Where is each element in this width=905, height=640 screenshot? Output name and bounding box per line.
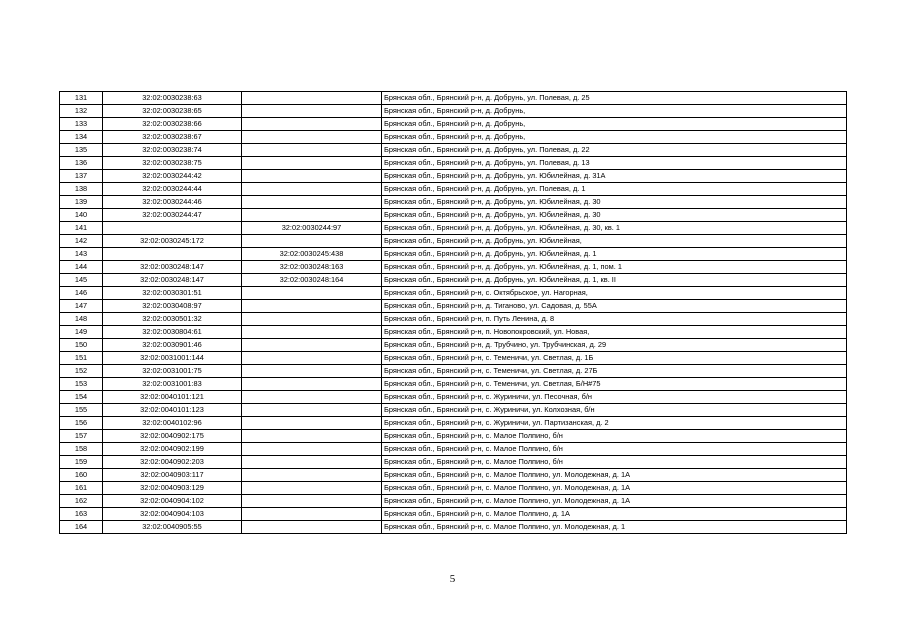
cadastral-number-cell <box>103 248 242 261</box>
row-number-cell: 133 <box>60 118 103 131</box>
address-cell: Брянская обл., Брянский р-н, с. Теменичи, ул. Светлая, д. 1Б <box>382 352 847 365</box>
object-number-cell <box>242 105 382 118</box>
table-row <box>60 183 847 196</box>
address-cell: Брянская обл., Брянский р-н, д. Добрунь, ул. Юбилейная, д. 1, пом. 1 <box>382 261 847 274</box>
table-row <box>60 469 847 482</box>
address-cell: Брянская обл., Брянский р-н, д. Трубчино, ул. Трубчинская, д. 29 <box>382 339 847 352</box>
row-number-cell: 134 <box>60 131 103 144</box>
table-row <box>60 495 847 508</box>
row-number-cell: 131 <box>60 92 103 105</box>
address-cell: Брянская обл., Брянский р-н, с. Теменичи, ул. Светлая, д. 27Б <box>382 365 847 378</box>
cadastral-number-cell: 32:02:0030501:32 <box>103 313 242 326</box>
cadastral-number-cell: 32:02:0040905:55 <box>103 521 242 534</box>
object-number-cell <box>242 365 382 378</box>
object-number-cell <box>242 391 382 404</box>
address-cell: Брянская обл., Брянский р-н, д. Добрунь, ул. Юбилейная, <box>382 235 847 248</box>
cadastral-number-cell: 32:02:0040902:175 <box>103 430 242 443</box>
cadastral-number-cell: 32:02:0030248:147 <box>103 261 242 274</box>
cadastral-number-cell: 32:02:0030244:44 <box>103 183 242 196</box>
row-number-cell: 162 <box>60 495 103 508</box>
cadastral-number-cell: 32:02:0030238:74 <box>103 144 242 157</box>
cadastral-number-cell: 32:02:0040904:102 <box>103 495 242 508</box>
address-cell: Брянская обл., Брянский р-н, д. Добрунь, ул. Юбилейная, д. 31А <box>382 170 847 183</box>
cadastral-number-cell: 32:02:0030244:46 <box>103 196 242 209</box>
table-row <box>60 118 847 131</box>
object-number-cell <box>242 131 382 144</box>
table-row <box>60 456 847 469</box>
row-number-cell: 164 <box>60 521 103 534</box>
address-cell: Брянская обл., Брянский р-н, п. Новопокровский, ул. Новая, <box>382 326 847 339</box>
object-number-cell <box>242 209 382 222</box>
object-number-cell <box>242 456 382 469</box>
cadastral-number-cell: 32:02:0030238:65 <box>103 105 242 118</box>
object-number-cell <box>242 144 382 157</box>
address-cell: Брянская обл., Брянский р-н, с. Октябрьское, ул. Нагорная, <box>382 287 847 300</box>
row-number-cell: 137 <box>60 170 103 183</box>
address-cell: Брянская обл., Брянский р-н, д. Добрунь, <box>382 131 847 144</box>
object-number-cell <box>242 196 382 209</box>
row-number-cell: 145 <box>60 274 103 287</box>
cadastral-number-cell: 32:02:0040904:103 <box>103 508 242 521</box>
table-row <box>60 521 847 534</box>
cadastral-number-cell: 32:02:0040903:129 <box>103 482 242 495</box>
address-cell: Брянская обл., Брянский р-н, п. Путь Ленина, д. 8 <box>382 313 847 326</box>
object-number-cell <box>242 339 382 352</box>
object-number-cell <box>242 157 382 170</box>
table-row <box>60 274 847 287</box>
row-number-cell: 141 <box>60 222 103 235</box>
cadastral-number-cell: 32:02:0040902:203 <box>103 456 242 469</box>
land-plot-table <box>59 91 847 534</box>
object-number-cell <box>242 508 382 521</box>
address-cell: Брянская обл., Брянский р-н, с. Журиничи, ул. Партизанская, д. 2 <box>382 417 847 430</box>
address-cell: Брянская обл., Брянский р-н, с. Малое Полпино, б/н <box>382 456 847 469</box>
object-number-cell <box>242 300 382 313</box>
address-cell: Брянская обл., Брянский р-н, д. Добрунь, ул. Полевая, д. 25 <box>382 92 847 105</box>
table-row <box>60 313 847 326</box>
row-number-cell: 143 <box>60 248 103 261</box>
table-row <box>60 378 847 391</box>
cadastral-number-cell: 32:02:0030248:147 <box>103 274 242 287</box>
row-number-cell: 142 <box>60 235 103 248</box>
cadastral-number-cell: 32:02:0030238:75 <box>103 157 242 170</box>
address-cell: Брянская обл., Брянский р-н, д. Тиганово, ул. Садовая, д. 55А <box>382 300 847 313</box>
cadastral-number-cell: 32:02:0040102:96 <box>103 417 242 430</box>
page-number: 5 <box>449 573 456 585</box>
row-number-cell: 148 <box>60 313 103 326</box>
row-number-cell: 135 <box>60 144 103 157</box>
table-row <box>60 339 847 352</box>
row-number-cell: 146 <box>60 287 103 300</box>
row-number-cell: 153 <box>60 378 103 391</box>
object-number-cell <box>242 469 382 482</box>
row-number-cell: 158 <box>60 443 103 456</box>
table-row <box>60 196 847 209</box>
address-cell: Брянская обл., Брянский р-н, с. Малое Полпино, д. 1А <box>382 508 847 521</box>
table-row <box>60 209 847 222</box>
table-row <box>60 508 847 521</box>
address-cell: Брянская обл., Брянский р-н, д. Добрунь, ул. Юбилейная, д. 30, кв. 1 <box>382 222 847 235</box>
row-number-cell: 156 <box>60 417 103 430</box>
cadastral-number-cell: 32:02:0040101:123 <box>103 404 242 417</box>
address-cell: Брянская обл., Брянский р-н, с. Теменичи, ул. Светлая, Б/Н#75 <box>382 378 847 391</box>
table-row <box>60 235 847 248</box>
table-row <box>60 417 847 430</box>
table-row <box>60 300 847 313</box>
cadastral-number-cell: 32:02:0031001:144 <box>103 352 242 365</box>
object-number-cell <box>242 443 382 456</box>
row-number-cell: 144 <box>60 261 103 274</box>
address-cell: Брянская обл., Брянский р-н, с. Журиничи, ул. Колхозная, б/н <box>382 404 847 417</box>
object-number-cell <box>242 118 382 131</box>
cadastral-number-cell: 32:02:0040902:199 <box>103 443 242 456</box>
row-number-cell: 155 <box>60 404 103 417</box>
cadastral-number-cell: 32:02:0030244:47 <box>103 209 242 222</box>
address-cell: Брянская обл., Брянский р-н, с. Малое Полпино, ул. Молодежная, д. 1А <box>382 469 847 482</box>
object-number-cell <box>242 378 382 391</box>
table-body <box>60 92 847 534</box>
row-number-cell: 132 <box>60 105 103 118</box>
address-cell: Брянская обл., Брянский р-н, д. Добрунь, ул. Полевая, д. 13 <box>382 157 847 170</box>
row-number-cell: 163 <box>60 508 103 521</box>
table-row <box>60 391 847 404</box>
table-row <box>60 222 847 235</box>
object-number-cell <box>242 482 382 495</box>
object-number-cell <box>242 521 382 534</box>
row-number-cell: 157 <box>60 430 103 443</box>
object-number-cell: 32:02:0030245:438 <box>242 248 382 261</box>
address-cell: Брянская обл., Брянский р-н, д. Добрунь, ул. Юбилейная, д. 30 <box>382 196 847 209</box>
address-cell: Брянская обл., Брянский р-н, с. Малое Полпино, ул. Молодежная, д. 1А <box>382 482 847 495</box>
object-number-cell: 32:02:0030244:97 <box>242 222 382 235</box>
address-cell: Брянская обл., Брянский р-н, д. Добрунь, ул. Юбилейная, д. 30 <box>382 209 847 222</box>
cadastral-number-cell: 32:02:0030804:61 <box>103 326 242 339</box>
table-row <box>60 144 847 157</box>
table-row <box>60 443 847 456</box>
object-number-cell: 32:02:0030248:164 <box>242 274 382 287</box>
table-row <box>60 404 847 417</box>
address-cell: Брянская обл., Брянский р-н, с. Малое Полпино, б/н <box>382 443 847 456</box>
cadastral-number-cell: 32:02:0031001:75 <box>103 365 242 378</box>
cadastral-number-cell: 32:02:0031001:83 <box>103 378 242 391</box>
cadastral-number-cell: 32:02:0030245:172 <box>103 235 242 248</box>
table-row <box>60 287 847 300</box>
table-row <box>60 248 847 261</box>
cadastral-number-cell: 32:02:0030244:42 <box>103 170 242 183</box>
cadastral-number-cell: 32:02:0040101:121 <box>103 391 242 404</box>
object-number-cell <box>242 430 382 443</box>
row-number-cell: 160 <box>60 469 103 482</box>
row-number-cell: 136 <box>60 157 103 170</box>
object-number-cell <box>242 495 382 508</box>
row-number-cell: 147 <box>60 300 103 313</box>
row-number-cell: 159 <box>60 456 103 469</box>
address-cell: Брянская обл., Брянский р-н, д. Добрунь, <box>382 118 847 131</box>
row-number-cell: 149 <box>60 326 103 339</box>
object-number-cell <box>242 235 382 248</box>
object-number-cell <box>242 92 382 105</box>
object-number-cell <box>242 313 382 326</box>
object-number-cell <box>242 326 382 339</box>
object-number-cell <box>242 404 382 417</box>
cadastral-number-cell: 32:02:0030238:66 <box>103 118 242 131</box>
row-number-cell: 152 <box>60 365 103 378</box>
row-number-cell: 150 <box>60 339 103 352</box>
address-cell: Брянская обл., Брянский р-н, с. Малое Полпино, ул. Молодежная, д. 1А <box>382 495 847 508</box>
address-cell: Брянская обл., Брянский р-н, д. Добрунь, ул. Юбилейная, д. 1 <box>382 248 847 261</box>
object-number-cell <box>242 287 382 300</box>
row-number-cell: 154 <box>60 391 103 404</box>
row-number-cell: 140 <box>60 209 103 222</box>
table-row <box>60 170 847 183</box>
address-cell: Брянская обл., Брянский р-н, с. Малое Полпино, ул. Молодежная, д. 1 <box>382 521 847 534</box>
table-row <box>60 430 847 443</box>
object-number-cell: 32:02:0030248:163 <box>242 261 382 274</box>
table-row <box>60 365 847 378</box>
object-number-cell <box>242 417 382 430</box>
table-row <box>60 261 847 274</box>
cadastral-number-cell: 32:02:0030301:51 <box>103 287 242 300</box>
row-number-cell: 138 <box>60 183 103 196</box>
cadastral-number-cell: 32:02:0030408:97 <box>103 300 242 313</box>
address-cell: Брянская обл., Брянский р-н, с. Малое Полпино, б/н <box>382 430 847 443</box>
object-number-cell <box>242 352 382 365</box>
table-row <box>60 105 847 118</box>
cadastral-number-cell: 32:02:0030238:67 <box>103 131 242 144</box>
row-number-cell: 151 <box>60 352 103 365</box>
table-row <box>60 326 847 339</box>
address-cell: Брянская обл., Брянский р-н, д. Добрунь, ул. Юбилейная, д. 1, кв. II <box>382 274 847 287</box>
address-cell: Брянская обл., Брянский р-н, д. Добрунь, ул. Полевая, д. 1 <box>382 183 847 196</box>
address-cell: Брянская обл., Брянский р-н, д. Добрунь, <box>382 105 847 118</box>
object-number-cell <box>242 183 382 196</box>
row-number-cell: 139 <box>60 196 103 209</box>
cadastral-number-cell: 32:02:0030901:46 <box>103 339 242 352</box>
address-cell: Брянская обл., Брянский р-н, с. Журиничи, ул. Песочная, б/н <box>382 391 847 404</box>
cadastral-number-cell: 32:02:0030238:63 <box>103 92 242 105</box>
object-number-cell <box>242 170 382 183</box>
table-row <box>60 92 847 105</box>
table-row <box>60 482 847 495</box>
cadastral-number-cell: 32:02:0040903:117 <box>103 469 242 482</box>
table-row <box>60 352 847 365</box>
table-row <box>60 131 847 144</box>
cadastral-number-cell <box>103 222 242 235</box>
row-number-cell: 161 <box>60 482 103 495</box>
table-row <box>60 157 847 170</box>
address-cell: Брянская обл., Брянский р-н, д. Добрунь, ул. Полевая, д. 22 <box>382 144 847 157</box>
